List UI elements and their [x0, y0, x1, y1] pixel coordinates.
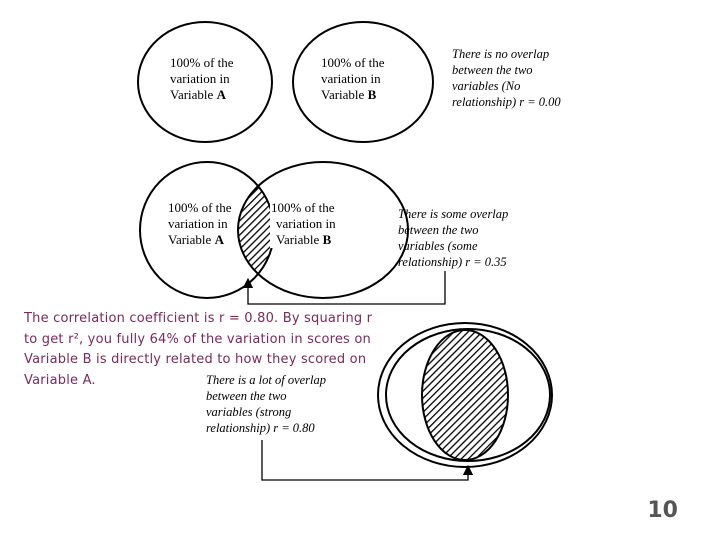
- note-line: variables (some: [398, 239, 478, 253]
- note-line: There is some overlap: [398, 207, 509, 221]
- label-line: variation in: [321, 71, 381, 86]
- variable-letter: A: [214, 232, 224, 247]
- label-line: 100% of the: [321, 55, 385, 70]
- note-line: between the two: [206, 389, 287, 403]
- variable-a-label-2: [168, 200, 232, 248]
- caption-line: Variable B is directly related to how they scored on: [24, 352, 367, 367]
- variable-b-label-2: [270, 200, 337, 248]
- variable-a-label-1: [170, 55, 234, 103]
- note-line: between the two: [452, 63, 533, 77]
- note-line: between the two: [398, 223, 479, 237]
- page-number: 10: [647, 498, 678, 523]
- label-line: variation in: [276, 216, 336, 231]
- label-text: Variable: [170, 87, 217, 102]
- caption-line: Variable A.: [24, 372, 96, 388]
- label-text: Variable: [168, 232, 215, 247]
- label-line: [168, 232, 232, 248]
- note-no-overlap: [452, 46, 561, 110]
- label-line: variation in: [170, 71, 230, 86]
- note-line: variables (strong: [206, 405, 292, 419]
- label-line: [170, 87, 234, 103]
- note-line: relationship) r = 0.80: [206, 421, 315, 435]
- note-line: relationship) r = 0.35: [398, 255, 507, 269]
- variable-letter: B: [322, 232, 332, 247]
- label-text: Variable: [321, 87, 368, 102]
- note-line: relationship) r = 0.00: [452, 95, 561, 109]
- label-line: 100% of the: [168, 200, 232, 215]
- label-line: [271, 232, 336, 248]
- label-text: Variable: [276, 232, 323, 247]
- label-line: 100% of the: [271, 200, 335, 215]
- variable-letter: A: [216, 87, 226, 102]
- overlap-region-3: [422, 330, 508, 460]
- label-line: 100% of the: [170, 55, 234, 70]
- note-line: There is no overlap: [452, 47, 550, 61]
- variable-letter: B: [367, 87, 377, 102]
- caption-line: to get r², you fully 64% of the variation in scores on: [24, 331, 371, 347]
- note-lot-overlap: [206, 372, 326, 436]
- variable-b-label-1: [321, 55, 385, 103]
- caption-line: The correlation coefficient is r = 0.80. By squaring r: [24, 311, 373, 326]
- note-some-overlap: [398, 206, 508, 270]
- note-line: There is a lot of overlap: [206, 373, 327, 387]
- label-line: [321, 87, 385, 103]
- note-line: variables (No: [452, 79, 521, 93]
- label-line: variation in: [168, 216, 228, 231]
